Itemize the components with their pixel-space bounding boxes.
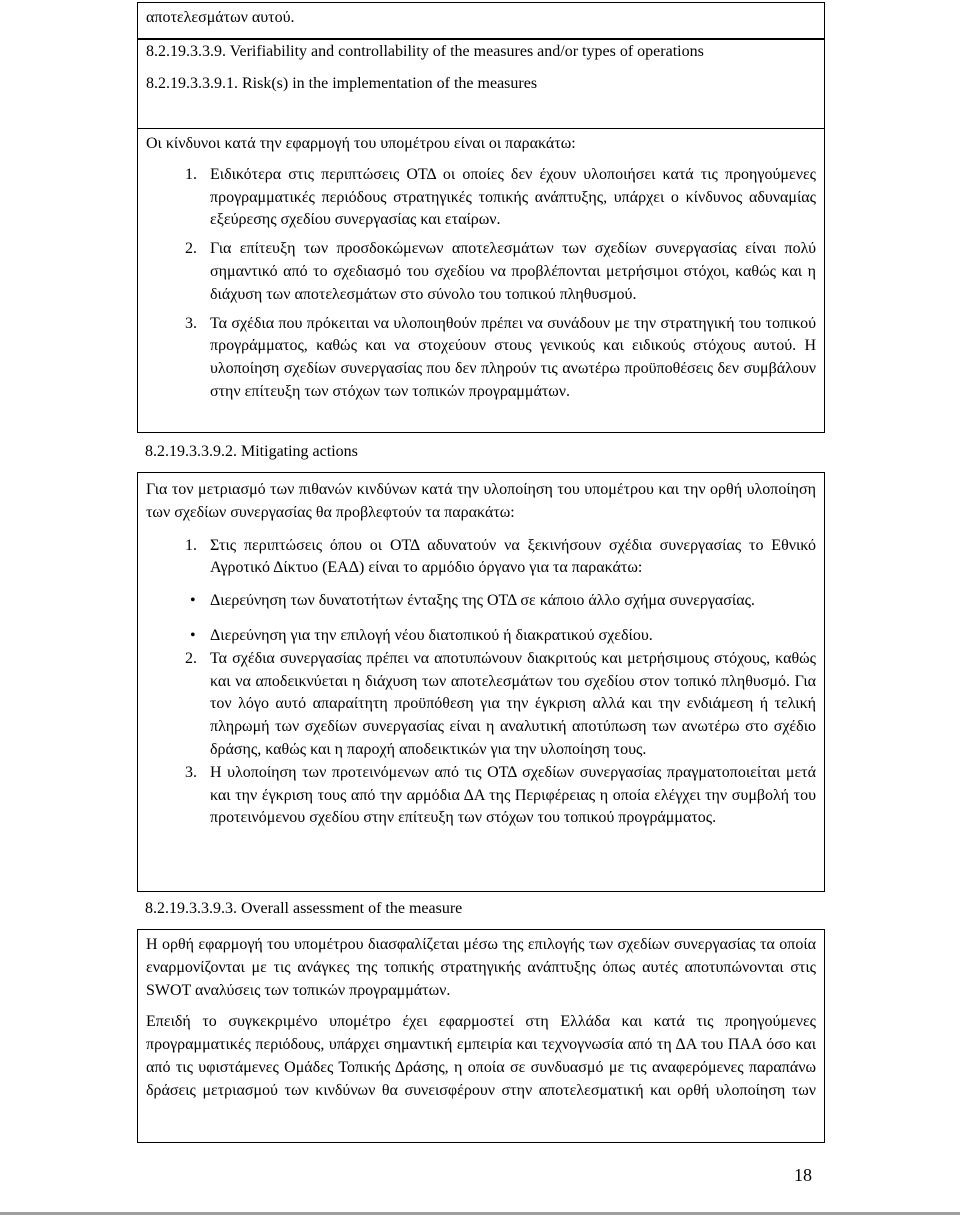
- list-text: Για επίτευξη των προσδοκώμενων αποτελεσμάτων των σχεδίων συνεργασίας είναι πολύ σημαντικό από το σχεδιασμό του σχεδίου να προβλέπονται μετρήσιμοι στόχοι, καθώς και η διάχυση των αποτελεσμάτων στο σύνολο του τοπικού πληθυσμού.: [210, 240, 816, 303]
- bullet-list: [146, 590, 816, 648]
- verifiability-box: [137, 38, 825, 129]
- overall-box: [137, 929, 825, 1143]
- list-item: [146, 313, 816, 404]
- list-text: Τα σχέδια συνεργασίας πρέπει να αποτυπώνουν διακριτούς και μετρήσιμους στόχους, καθώς και να αποδεικνύεται η διάχυση των αποτελεσμάτων του σχεδίου στον τοπικό πληθυσμό. Για τον λόγο αυτό απαραίτητη προϋπόθεση για την έγκριση αλλά και την ενδιάμεση ή τελική πληρωμή των σχεδίων συνεργασίας είναι η αναλυτική αποτύπωση των ανωτέρω στο σχέδιο δράσης, καθώς και η παροχή αποδεικτικών για την υλοποίηση τους.: [210, 649, 816, 758]
- list-number: 3.: [185, 763, 197, 781]
- list-item: [146, 535, 816, 581]
- mitigating-intro: Για τον μετριασμό των πιθανών κινδύνων κατά την υλοποίηση του υπομέτρου και την ορθή υλοποίηση των σχεδίων συνεργασίας θα προβλεφτούν τα παρακάτω:: [146, 481, 816, 521]
- list-number: 2.: [185, 240, 197, 258]
- section-heading-risks: 8.2.19.3.3.9.1. Risk(s) in the implementation of the measures: [146, 74, 538, 92]
- list-number: 1.: [185, 165, 197, 183]
- section-heading-overall: 8.2.19.3.3.9.3. Overall assessment of the measure: [145, 900, 463, 917]
- bullet-item: [146, 590, 816, 613]
- bullet-item: [146, 625, 816, 648]
- list-number: 1.: [185, 536, 197, 554]
- list-text: Στις περιπτώσεις όπου οι ΟΤΔ αδυνατούν να ξεκινήσουν σχέδια συνεργασίας το Εθνικό Αγροτικό Δίκτυο (ΕΑΔ) είναι το αρμόδιο όργανο για τα παρακάτω:: [210, 536, 816, 577]
- list-text: Ειδικότερα στις περιπτώσεις ΟΤΔ οι οποίες δεν έχουν υλοποιήσει κατά τις προηγούμενες προγραμματικές περιόδους στρατηγικές τοπικής ανάπτυξης, υπάρχει ο κίνδυνος αδυναμίας εξεύρεσης σχεδίου συνεργασίας και εταίρων.: [210, 165, 816, 229]
- list-item: [146, 238, 816, 306]
- mitigating-box: [137, 472, 825, 892]
- page-number: 18: [794, 1165, 812, 1185]
- section-heading-verifiability: 8.2.19.3.3.9. Verifiability and controllability of the measures and/or types of operations: [146, 43, 704, 60]
- risks-list: [146, 164, 816, 404]
- footer-rule: [0, 1212, 960, 1215]
- list-number: 2.: [185, 649, 197, 667]
- overall-paragraph-2: Επειδή το συγκεκριμένο υπομέτρο έχει εφαρμοστεί στη Ελλάδα και κατά τις προηγούμενες προγραμματικές περιόδους, υπάρχει σημαντική εμπειρία και τεχνογνωσία από τη ΔΑ του ΠΑΑ όσο και από τις υφιστάμενες Ομάδες Τοπικής Δράσης, η οποία σε συνδυασμό με τις αναφερόμενες παραπάνω δράσεις μετριασμού των κινδύνων θα συνεισφέρουν στην αποτελεσματική και ορθή υλοποίηση των: [146, 1013, 816, 1099]
- risks-intro: Οι κίνδυνοι κατά την εφαρμογή του υπομέτρου είναι οι παρακάτω:: [146, 135, 576, 152]
- bullet-text: Διερεύνηση των δυνατοτήτων ένταξης της ΟΤΔ σε κάποιο άλλο σχήμα συνεργασίας.: [210, 592, 755, 610]
- overall-paragraph-1: Η ορθή εφαρμογή του υπομέτρου διασφαλίζεται μέσω της επιλογής των σχεδίων συνεργασίας τα οποία εναρμονίζονται με τις ανάγκες της τοπικής στρατηγικής ανάπτυξης όπως αυτές αποτυπώνονται στις SWOT αναλύσεις των τοπικών προγραμμάτων.: [146, 936, 816, 999]
- mitigating-list-cont: [146, 648, 816, 830]
- bullet-symbol: •: [190, 626, 196, 644]
- risks-box: [137, 128, 825, 433]
- list-number: 3.: [185, 314, 197, 332]
- section-heading-mitigating: 8.2.19.3.3.9.2. Mitigating actions: [145, 443, 358, 460]
- list-item: [146, 762, 816, 830]
- mitigating-list: [146, 535, 816, 581]
- list-item: [146, 164, 816, 232]
- bullet-symbol: •: [190, 592, 196, 610]
- continuation-box: [137, 2, 825, 40]
- bullet-text: Διερεύνηση για την επιλογή νέου διατοπικού ή διακρατικού σχεδίου.: [210, 626, 653, 644]
- continuation-text: αποτελεσμάτων αυτού.: [146, 9, 295, 26]
- list-text: Τα σχέδια που πρόκειται να υλοποιηθούν πρέπει να συνάδουν με την στρατηγική του τοπικού προγράμματος, καθώς και να στοχεύουν στους γενικούς και ειδικούς στόχους αυτού. Η υλοποίηση σχεδίων συνεργασίας που δεν πληρούν τις ανωτέρω προϋποθέσεις δεν συμβάλουν στην επίτευξη των στόχων των τοπικών προγραμμάτων.: [210, 314, 816, 400]
- list-text: Η υλοποίηση των προτεινόμενων από τις ΟΤΔ σχεδίων συνεργασίας πραγματοποιείται μετά και την έγκριση τους από την αρμόδια ΔΑ της Περιφέρειας η οποία ελέγχει την συμβολή του προτεινόμενου σχεδίου στην επίτευξη των στόχων του τοπικού προγράμματος.: [210, 763, 816, 827]
- list-item: [146, 648, 816, 762]
